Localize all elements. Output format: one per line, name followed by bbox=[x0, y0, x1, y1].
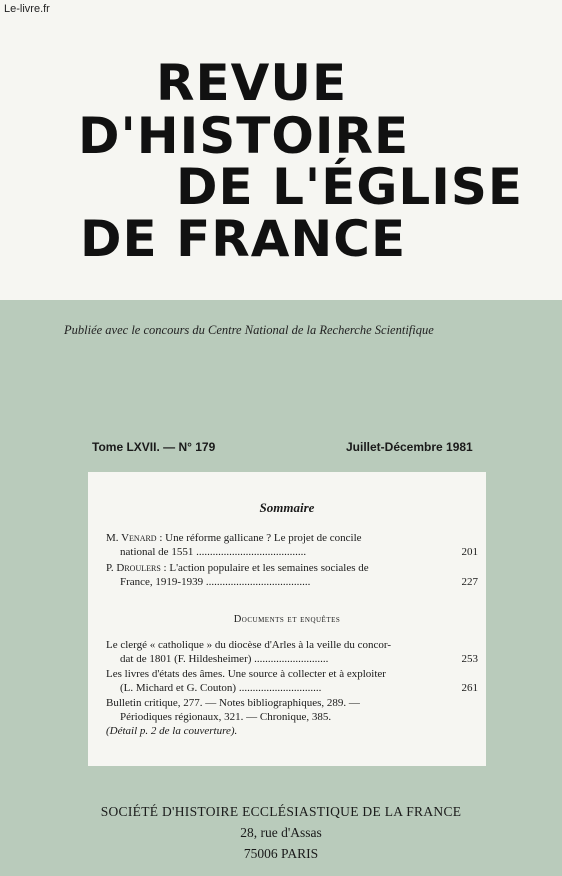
entry-title-cont: national de 1551 bbox=[120, 545, 194, 558]
title-line-1: REVUE bbox=[156, 54, 348, 112]
title-line-4: DE FRANCE bbox=[80, 210, 407, 268]
contents-entry: Les livres d'états des âmes. Une source à collecter et à exploiter (L. Michard et G. Couton) .............................. 261 bbox=[106, 668, 478, 694]
entry-title: Les livres d'états des âmes. Une source à collecter et à exploiter bbox=[106, 668, 386, 680]
entry-title: Bulletin critique, 277. — Notes bibliographiques, 289. — bbox=[106, 697, 360, 709]
publisher-street: 28, rue d'Assas bbox=[240, 825, 322, 840]
contents-heading: Sommaire bbox=[259, 500, 315, 515]
entry-page: 201 bbox=[461, 545, 478, 558]
title-line-3: DE L'ÉGLISE bbox=[176, 158, 524, 216]
contents-box bbox=[88, 472, 486, 766]
entry-title-cont: Périodiques régionaux, 321. — Chronique, 385. bbox=[120, 710, 332, 723]
entry-title-cont: France, 1919-1939 bbox=[120, 575, 204, 588]
entry-page: 261 bbox=[461, 681, 478, 694]
entry-author: P. Droulers bbox=[106, 562, 161, 574]
issue-tome: Tome LXVII. — N° 179 bbox=[92, 440, 216, 454]
contents-note: (Détail p. 2 de la couverture). bbox=[106, 725, 238, 737]
entry-page: 253 bbox=[461, 652, 478, 665]
entry-page: 227 bbox=[461, 575, 478, 588]
issue-date: Juillet-Décembre 1981 bbox=[346, 440, 473, 454]
contents-entry: Le clergé « catholique » du diocèse d'Arles à la veille du concor- dat de 1801 (F. Hildesheimer) ........................... 253 bbox=[106, 639, 478, 665]
entry-title-cont: (L. Michard et G. Couton) bbox=[120, 681, 237, 694]
contents-entry bbox=[106, 697, 462, 724]
publisher-city: 75006 PARIS bbox=[243, 846, 319, 861]
watermark: Le-livre.fr bbox=[4, 3, 50, 15]
contents-entry: P. Droulers : L'action populaire et les semaines sociales de France, 1919-1939 ...................................... 227 bbox=[106, 562, 478, 588]
entry-title: : Une réforme gallicane ? Le projet de concile bbox=[156, 532, 362, 544]
contents-entry: M. Venard : Une réforme gallicane ? Le projet de concile national de 1551 ........................................ 201 bbox=[106, 532, 478, 558]
entry-author: M. Venard bbox=[106, 532, 157, 544]
title-line-2: D'HISTOIRE bbox=[78, 107, 410, 165]
entry-title: : L'action populaire et les semaines sociales de bbox=[160, 562, 369, 574]
subtitle: Publiée avec le concours du Centre National de la Recherche Scientifique bbox=[64, 323, 434, 337]
entry-title: Le clergé « catholique » du diocèse d'Arles à la veille du concor- bbox=[106, 639, 392, 651]
publisher-name: SOCIÉTÉ D'HISTOIRE ECCLÉSIASTIQUE DE LA FRANCE bbox=[100, 804, 462, 819]
entry-title-cont: dat de 1801 (F. Hildesheimer) bbox=[120, 652, 252, 665]
section-title: Documents et enquêtes bbox=[233, 614, 341, 625]
